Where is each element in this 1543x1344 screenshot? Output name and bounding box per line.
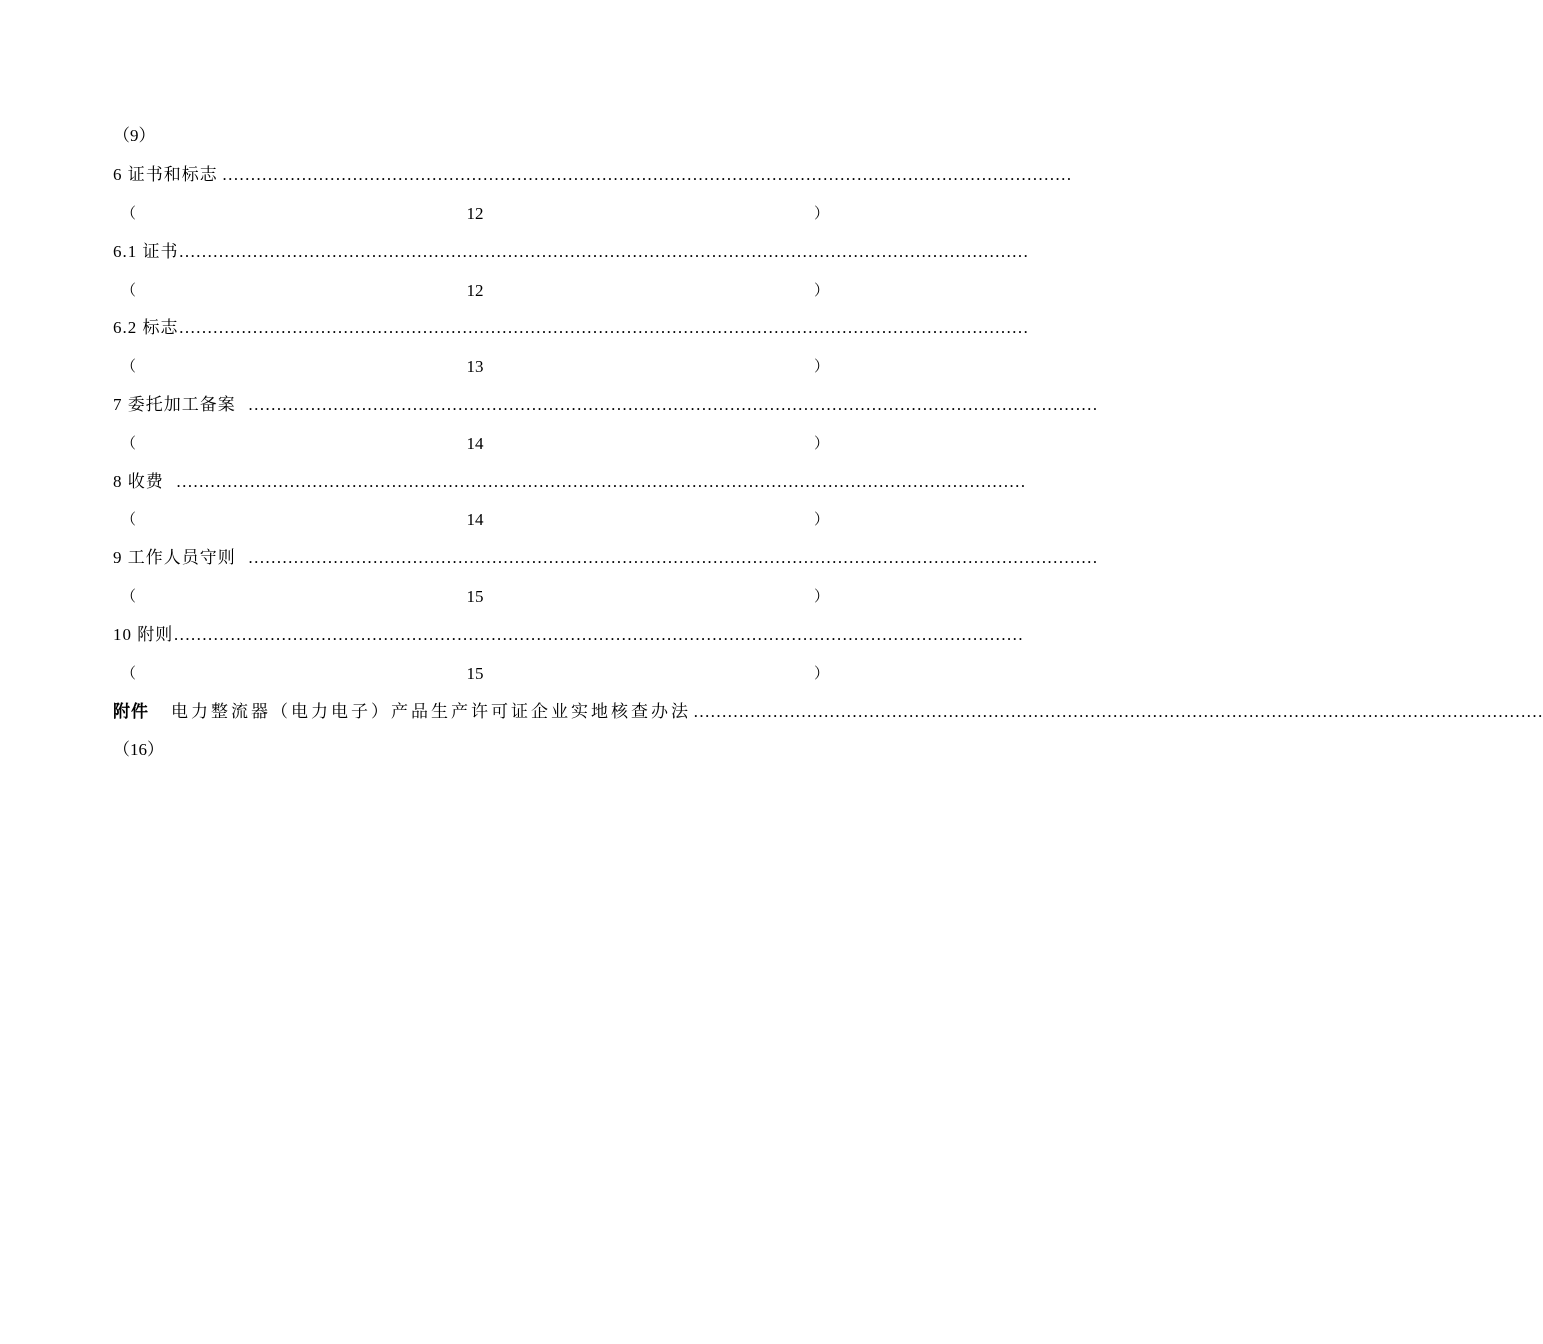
toc-page-row xyxy=(113,662,835,686)
open-paren: （ xyxy=(121,283,137,299)
open-paren: （ xyxy=(121,359,137,375)
dot-leader: …………………………………………………………………………………………………………………………………… xyxy=(175,472,1026,491)
toc-page-ref xyxy=(113,738,835,762)
toc-entry-label: 6.2 标志 xyxy=(113,318,179,337)
toc-page-row xyxy=(113,202,835,226)
dot-leader: …………………………………………………………………………………………………………………………………… xyxy=(173,625,1024,644)
dot-leader: …………………………………………………………………………………………………………………………………… xyxy=(221,165,1072,184)
page-number: 12 xyxy=(466,204,484,223)
dot-leader: …………………………………………………………………………………………………………………………………… xyxy=(247,395,1098,414)
close-paren: ） xyxy=(813,436,829,452)
dot-leader: …………………………………………………………………………………………………………………………………… xyxy=(178,318,1029,337)
page-number: 14 xyxy=(466,434,484,453)
page-number: （16） xyxy=(113,740,164,759)
open-paren: （ xyxy=(121,436,137,452)
open-paren: （ xyxy=(121,206,137,222)
dot-leader: …………………………………………………………………………………………………………………………………… xyxy=(178,242,1029,261)
page-number: 14 xyxy=(466,510,484,529)
page-number: 15 xyxy=(466,664,484,683)
toc-entry-label: 9 工作人员守则 xyxy=(113,548,236,567)
toc-page-row xyxy=(113,508,835,532)
toc-entry[interactable] xyxy=(113,623,1024,647)
close-paren: ） xyxy=(813,359,829,375)
close-paren: ） xyxy=(813,666,829,682)
toc-entry[interactable] xyxy=(113,546,1098,570)
toc-page-row xyxy=(113,585,835,609)
dot-leader: …………………………………………………………………………………………………………………………………… xyxy=(247,548,1098,567)
toc-entry-label: 6.1 证书 xyxy=(113,242,179,261)
close-paren: ） xyxy=(813,206,829,222)
appendix-key: 附件 xyxy=(113,702,149,721)
toc-entry[interactable] xyxy=(113,393,1098,417)
page-number: 15 xyxy=(466,587,484,606)
toc-entry-label: 8 收费 xyxy=(113,472,164,491)
page-number: 12 xyxy=(466,281,484,300)
toc-entry[interactable] xyxy=(113,470,1026,494)
open-paren: （ xyxy=(121,589,137,605)
toc-entry-label: 10 附则 xyxy=(113,625,174,644)
toc-page-ref xyxy=(113,124,835,148)
toc-page-row xyxy=(113,432,835,456)
toc-entry-label: 7 委托加工备案 xyxy=(113,395,236,414)
close-paren: ） xyxy=(813,589,829,605)
toc-page-row xyxy=(113,279,835,303)
open-paren: （ xyxy=(121,512,137,528)
close-paren: ） xyxy=(813,283,829,299)
open-paren: （ xyxy=(121,666,137,682)
page-number: （9） xyxy=(113,126,156,145)
dot-leader: …………………………………………………………………………………………………………………………………… xyxy=(693,702,1543,721)
toc-entry[interactable] xyxy=(113,163,1072,187)
page-number: 13 xyxy=(466,357,484,376)
toc-entry[interactable] xyxy=(113,316,1029,340)
close-paren: ） xyxy=(813,512,829,528)
toc-entry-label: 6 证书和标志 xyxy=(113,165,218,184)
appendix-title: 电力整流器（电力电子）产品生产许可证企业实地核查办法 xyxy=(171,702,691,721)
toc-appendix-entry[interactable] xyxy=(113,700,1543,724)
toc-page-row xyxy=(113,355,835,379)
toc-entry[interactable] xyxy=(113,240,1029,264)
